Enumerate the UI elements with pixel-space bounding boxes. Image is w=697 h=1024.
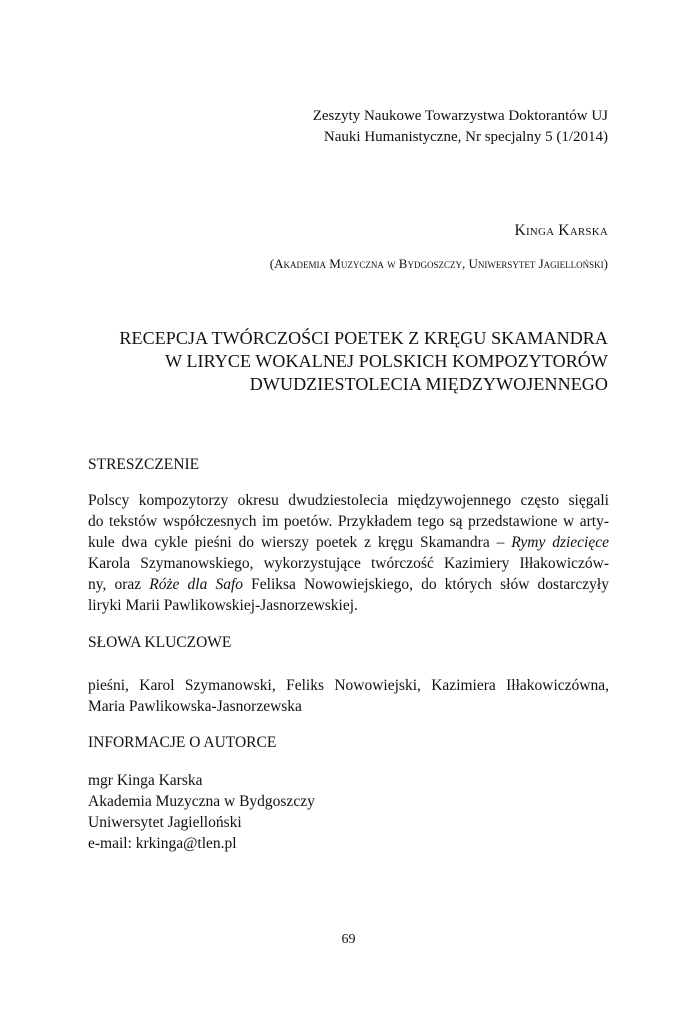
abstract-text bbox=[88, 490, 609, 616]
abstract-line-5 bbox=[88, 574, 609, 595]
abstract-line-3-text: kule dwa cykle pieśni do wierszy poetek z kręgu Skamandra – bbox=[88, 534, 512, 551]
journal-issue: Nauki Humanistyczne, Nr specjalny 5 (1/2014) bbox=[323, 129, 608, 145]
journal-name: Zeszyty Naukowe Towarzystwa Doktorantów UJ bbox=[312, 108, 608, 124]
abstract-line-3 bbox=[88, 532, 609, 553]
author-info-text bbox=[88, 770, 609, 854]
author-info-institution-1: Akademia Muzyczna w Bydgoszczy bbox=[88, 793, 315, 810]
abstract-line-1: Polscy kompozytorzy okresu dwudziestolecia międzywojennego często sięgali bbox=[88, 492, 609, 509]
abstract-heading: STRESZCZENIE bbox=[88, 456, 200, 473]
abstract-line-6: liryki Marii Pawlikowskiej-Jasnorzewskiej. bbox=[88, 597, 358, 614]
abstract-line-4: Karola Szymanowskiego, wykorzystujące twórczość Kazimiery Iłłakowiczów- bbox=[88, 555, 609, 572]
author-info-degree-name: mgr Kinga Karska bbox=[88, 772, 203, 789]
keywords-line-1: pieśni, Karol Szymanowski, Feliks Nowowiejski, Kazimiera Iłłakowiczówna, bbox=[88, 677, 609, 694]
author-name: Kinga Karska bbox=[514, 222, 608, 239]
paper-title bbox=[119, 327, 608, 396]
title-line-1: RECEPCJA TWÓRCZOŚCI POETEK Z KRĘGU SKAMANDRA bbox=[119, 328, 608, 348]
abstract-line-5-text-b: Feliksa Nowowiejskiego, do których słów dostarczyły bbox=[243, 576, 609, 593]
cycle-title-roze: Róże dla Safo bbox=[149, 576, 244, 593]
author-info-institution-2: Uniwersytet Jagielloński bbox=[88, 814, 242, 831]
author-affiliation: (Akademia Muzyczna w Bydgoszczy, Uniwersytet Jagielloński) bbox=[269, 256, 608, 271]
title-line-3: DWUDZIESTOLECIA MIĘDZYWOJENNEGO bbox=[249, 374, 608, 394]
abstract-line-5-text-a: ny, oraz bbox=[88, 576, 150, 593]
keywords-line-2: Maria Pawlikowska-Jasnorzewska bbox=[88, 698, 302, 715]
author-info-email: e-mail: krkinga@tlen.pl bbox=[88, 835, 237, 852]
journal-header bbox=[313, 106, 608, 148]
abstract-line-2: do tekstów współczesnych im poetów. Przykładem tego są przedstawione w arty- bbox=[88, 513, 609, 530]
cycle-title-rymy: Rymy dziecięce bbox=[511, 534, 609, 551]
title-line-2: W LIRYCE WOKALNEJ POLSKICH KOMPOZYTORÓW bbox=[165, 351, 608, 371]
keywords-text bbox=[88, 675, 609, 717]
keywords-heading: SŁOWA KLUCZOWE bbox=[88, 634, 232, 651]
page-number: 69 bbox=[341, 932, 356, 947]
author-info-heading: INFORMACJE O AUTORCE bbox=[88, 734, 277, 751]
